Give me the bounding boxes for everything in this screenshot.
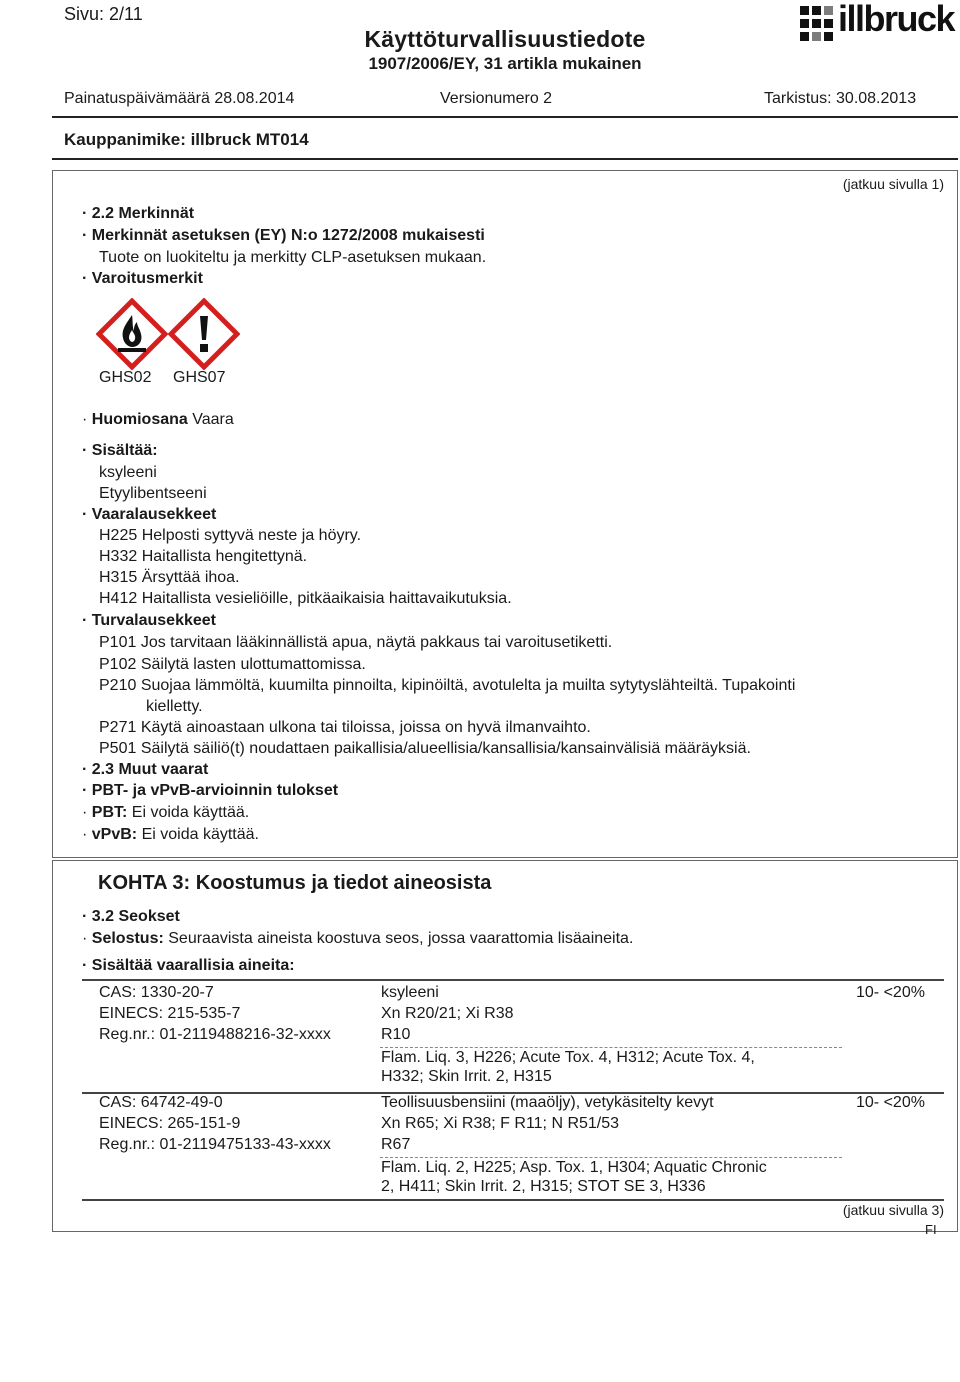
ingredient-concentration: 10- <20% <box>856 1094 925 1111</box>
contains-item: Etyylibentseeni <box>99 485 207 502</box>
ingredient-concentration: 10- <20% <box>856 984 925 1001</box>
pictograms-label: · Varoitusmerkit <box>82 270 203 287</box>
ingredient-name: ksyleeni <box>381 984 439 1001</box>
ingredient-cas: CAS: 64742-49-0 <box>99 1094 223 1111</box>
ingredient-einecs: EINECS: 265-151-9 <box>99 1115 241 1132</box>
hazard-statements-label: · Vaaralausekkeet <box>82 506 217 523</box>
ingredient-dsd: R67 <box>381 1136 411 1153</box>
table-top-rule <box>82 979 944 981</box>
ingredient-regnr: Reg.nr.: 01-2119475133-43-xxxx <box>99 1136 331 1153</box>
precaution-p101: P101 Jos tarvitaan lääkinnällistä apua, näytä pakkaus tai varoitusetiketti. <box>99 634 613 651</box>
precaution-p210: P210 Suojaa lämmöltä, kuumilta pinnoilta, kipinöiltä, avotulelta ja muilta sytytyslähteiltä. Tupakointi <box>99 677 796 694</box>
precaution-p102: P102 Säilytä lasten ulottumattomissa. <box>99 656 366 673</box>
revision-date: Tarkistus: 30.08.2013 <box>764 90 917 107</box>
ingredient-dsd: Xn R65; Xi R38; F R11; N R51/53 <box>381 1115 620 1132</box>
ingredient-clp: Flam. Liq. 2, H225; Asp. Tox. 1, H304; Aquatic Chronic <box>381 1159 767 1176</box>
ghs07-exclamation-icon <box>168 298 240 370</box>
hazard-statement: H225 Helposti syttyvä neste ja höyry. <box>99 527 362 544</box>
pictogram-code-ghs02: GHS02 <box>99 369 152 386</box>
hazard-statement: H332 Haitallista hengitettynä. <box>99 548 308 565</box>
row-dash-rule <box>380 1157 842 1158</box>
header-divider <box>52 116 958 118</box>
document-title: Käyttöturvallisuustiedote <box>364 26 646 52</box>
ingredient-clp: Flam. Liq. 3, H226; Acute Tox. 4, H312; Acute Tox. 4, <box>381 1049 755 1066</box>
pictogram-code-ghs07: GHS07 <box>173 369 226 386</box>
regulation-line: · Merkinnät asetuksen (EY) N:o 1272/2008 mukaisesti <box>82 227 485 244</box>
ingredient-clp: 2, H411; Skin Irrit. 2, H315; STOT SE 3, H336 <box>381 1178 706 1195</box>
illbruck-logo <box>800 2 960 42</box>
continued-from: (jatkuu sivulla 1) <box>842 176 944 192</box>
trade-name: Kauppanimike: illbruck MT014 <box>64 130 309 149</box>
document-subtitle: 1907/2006/EY, 31 artikla mukainen <box>368 54 642 73</box>
precaution-p271: P271 Käytä ainoastaan ulkona tai tiloissa, joissa on hyvä ilmanvaihto. <box>99 719 591 736</box>
page-number: Sivu: 2/11 <box>64 4 143 24</box>
hazard-statement: H315 Ärsyttää ihoa. <box>99 569 240 586</box>
ingredient-clp: H332; Skin Irrit. 2, H315 <box>381 1068 552 1085</box>
ingredient-cas: CAS: 1330-20-7 <box>99 984 214 1001</box>
other-hazards-heading: · 2.3 Muut vaarat <box>82 761 209 778</box>
description-line: · Selostus: Seuraavista aineista koostuva seos, jossa vaarattomia lisäaineita. <box>82 930 634 947</box>
table-bottom-rule <box>82 1199 944 1201</box>
mixtures-heading: · 3.2 Seokset <box>82 908 180 925</box>
hazard-statement: H412 Haitallista vesieliöille, pitkäaikaisia haittavaikutuksia. <box>99 590 512 607</box>
language-code: FI <box>925 1222 937 1237</box>
vpvb-line: · vPvB: Ei voida käyttää. <box>82 826 259 843</box>
ghs02-flame-icon <box>96 298 168 370</box>
labelling-heading: · 2.2 Merkinnät <box>82 205 195 222</box>
contains-item: ksyleeni <box>99 464 157 481</box>
version-number: Versionumero 2 <box>440 90 553 107</box>
precaution-p501: P501 Säilytä säiliö(t) noudattaen paikallisia/alueellisia/kansallisia/kansainvälisiä määräyksiä. <box>99 740 751 757</box>
precautionary-label: · Turvalausekkeet <box>82 612 216 629</box>
ingredient-einecs: EINECS: 215-535-7 <box>99 1005 241 1022</box>
row-dash-rule <box>380 1047 842 1048</box>
signal-word-line: · Huomiosana Vaara <box>82 411 234 428</box>
continued-to: (jatkuu sivulla 3) <box>842 1202 944 1218</box>
print-date: Painatuspäivämäärä 28.08.2014 <box>64 90 295 107</box>
pbt-line: · PBT: Ei voida käyttää. <box>82 804 250 821</box>
pbt-heading: · PBT- ja vPvB-arvioinnin tulokset <box>82 782 339 799</box>
contains-label: · Sisältää: <box>82 442 158 459</box>
ingredients-label: · Sisältää vaarallisia aineita: <box>82 957 295 974</box>
ingredient-dsd: R10 <box>381 1026 411 1043</box>
classified-text: Tuote on luokiteltu ja merkitty CLP-asetuksen mukaan. <box>99 249 487 266</box>
ingredient-dsd: Xn R20/21; Xi R38 <box>381 1005 514 1022</box>
section-3-title: KOHTA 3: Koostumus ja tiedot aineosista <box>98 872 492 894</box>
header-divider-2 <box>52 158 958 160</box>
ingredient-regnr: Reg.nr.: 01-2119488216-32-xxxx <box>99 1026 331 1043</box>
logo-text: illbruck <box>838 0 955 39</box>
ingredient-name: Teollisuusbensiini (maaöljy), vetykäsitelty kevyt <box>381 1094 714 1111</box>
precaution-p210-cont: kielletty. <box>146 698 203 715</box>
